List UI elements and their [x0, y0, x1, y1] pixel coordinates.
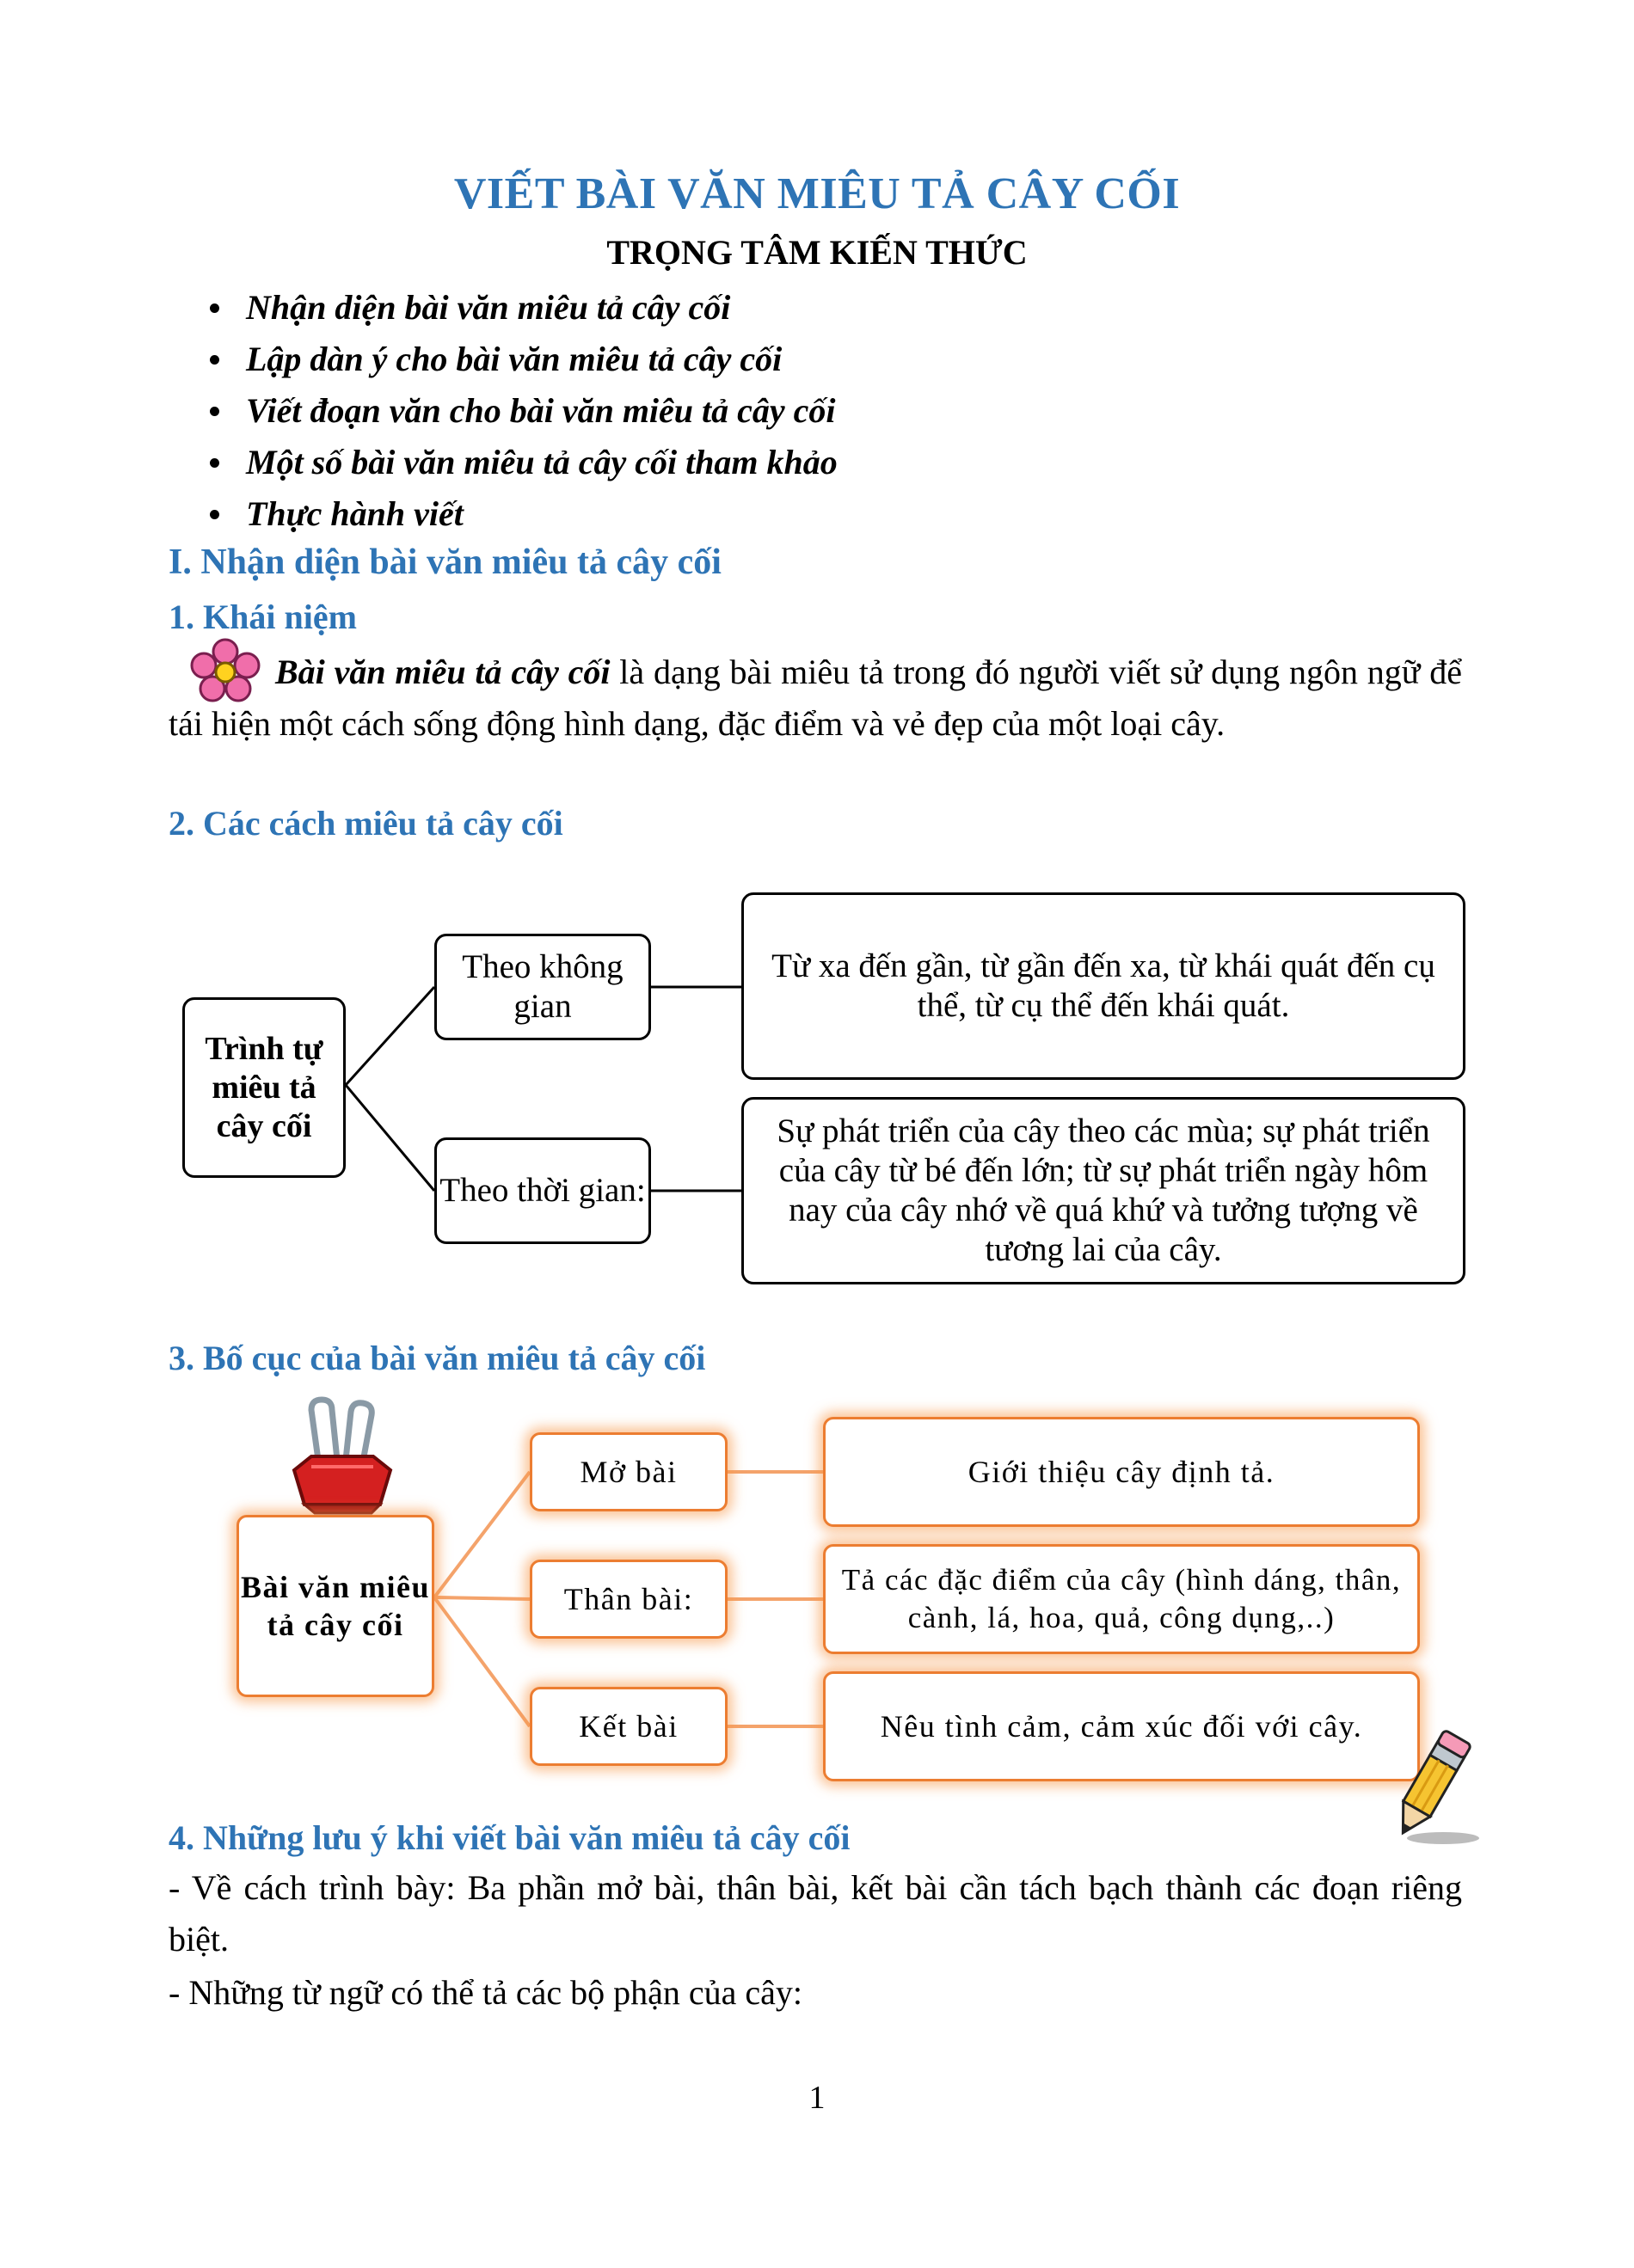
list-item: Thực hành viết: [206, 488, 838, 540]
page-number: 1: [808, 2080, 826, 2116]
diagram-root-order: Trình tự miêu tả cây cối: [182, 997, 346, 1178]
page-title: VIẾT BÀI VĂN MIÊU TẢ CÂY CỐI: [453, 169, 1181, 218]
list-item: Nhận diện bài văn miêu tả cây cối: [206, 282, 838, 334]
diagram-node-conclusion: Kết bài: [530, 1687, 728, 1766]
pencil-icon: [1374, 1719, 1486, 1848]
notes-line-1: - Về cách trình bày: Ba phần mở bài, thân bài, kết bài cần tách bạch thành các đoạn riêng biệt.: [169, 1868, 1462, 1958]
page-subtitle: TRỌNG TÂM KIẾN THỨC: [606, 233, 1028, 272]
diagram-detail-intro: Giới thiệu cây định tả.: [823, 1417, 1420, 1527]
diagram-node-time: Theo thời gian:: [434, 1137, 651, 1244]
notes-line-2: - Những từ ngữ có thể tả các bộ phận của cây:: [169, 1973, 802, 2012]
subsection-heading-methods: 2. Các cách miêu tả cây cối: [169, 804, 563, 843]
list-item: Lập dàn ý cho bài văn miêu tả cây cối: [206, 334, 838, 385]
subsection-heading-structure: 3. Bố cục của bài văn miêu tả cây cối: [169, 1339, 706, 1377]
diagram-node-body: Thân bài:: [530, 1560, 728, 1639]
diagram-detail-time: Sự phát triển của cây theo các mùa; sự phát triển của cây từ bé đến lớn; từ sự phát triển ngày hôm nay của cây nhớ về quá khứ và tưởng tượng về tương lai của cây.: [741, 1097, 1465, 1284]
diagram-detail-body: Tả các đặc điểm của cây (hình dáng, thân, cành, lá, hoa, quả, công dụng,..): [823, 1544, 1420, 1654]
subsection-heading-concept: 1. Khái niệm: [169, 598, 357, 636]
section-heading: I. Nhận diện bài văn miêu tả cây cối: [169, 542, 722, 582]
list-item: Một số bài văn miêu tả cây cối tham khảo: [206, 437, 838, 488]
diagram-node-space: Theo không gian: [434, 934, 651, 1040]
binder-clip-icon: [277, 1393, 406, 1522]
subsection-heading-notes: 4. Những lưu ý khi viết bài văn miêu tả cây cối: [169, 1818, 851, 1857]
diagram-root-structure: Bài văn miêu tả cây cối: [236, 1515, 434, 1697]
diagram-node-intro: Mở bài: [530, 1432, 728, 1511]
diagram-detail-conclusion: Nêu tình cảm, cảm xúc đối với cây.: [823, 1671, 1420, 1781]
list-item: Viết đoạn văn cho bài văn miêu tả cây cối: [206, 385, 838, 437]
diagram-detail-space: Từ xa đến gần, từ gần đến xa, từ khái quát đến cụ thể, từ cụ thể đến khái quát.: [741, 892, 1465, 1080]
concept-paragraph: Bài văn miêu tả cây cối là dạng bài miêu tả trong đó người viết sử dụng ngôn ngữ để tái hiện một cách sống động hình dạng, đặc điểm và vẻ đẹp của một loại cây.: [169, 653, 1462, 743]
